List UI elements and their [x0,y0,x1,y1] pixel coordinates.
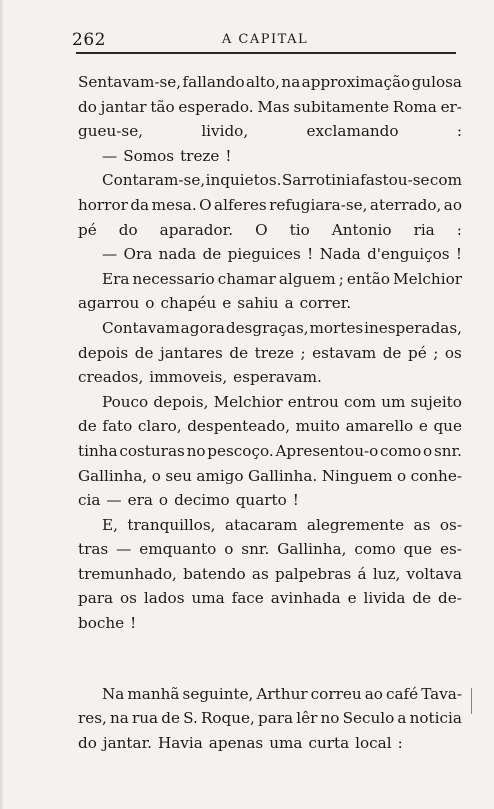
paragraph [78,682,462,756]
paragraph [78,168,462,242]
text-line: Contavam agora desgraças, mortes inesperadas, [102,318,462,337]
paragraph [78,144,462,169]
section-break [78,636,462,682]
text-line: tinha costuras no pescoço. Apresentou-o como o snr. [78,441,462,460]
text-line: Gallinha, o seu amigo Gallinha. Ninguem o conhe- [78,466,462,485]
paragraph [78,267,462,316]
text-line: creados, immoveis, esperavam. [78,368,322,387]
text-line: pé do aparador. O tio Antonio ria : [78,220,462,239]
text-line: agarrou o chapéu e sahiu a correr. [78,294,352,313]
paragraph [78,513,462,636]
text-line: Pouco depois, Melchior entrou com um sujeito [102,392,462,411]
text-line: tremunhado, batendo as palpebras á luz, voltava [78,564,462,583]
text-line: res, na rua de S. Roque, para lêr no Seculo a noticia [78,709,462,728]
text-line: boche ! [78,614,137,633]
text-line: de fato claro, despenteado, muito amarello e que [78,417,462,436]
header-rule [76,52,456,54]
text-line: E, tranquillos, atacaram alegremente as os- [102,515,462,534]
running-title: A CAPITAL [221,32,309,47]
text-line: horror da mesa. O alferes refugiara-se, aterrado, ao [78,195,462,214]
text-line: Contaram-se, inquietos. Sarrotini afastou-se com [102,171,462,190]
paragraph [78,390,462,513]
paragraph [78,316,462,390]
text-line: gueu-se, livido, exclamando : [78,122,462,141]
text-line: depois de jantares de treze ; estavam de pé ; os [78,343,462,362]
page-header [72,30,458,54]
text-line: — Ora nada de pieguices ! Nada d'enguiços ! [102,245,462,264]
paragraph [78,242,462,267]
text-line: do jantar tão esperado. Mas subitamente Roma er- [78,97,462,116]
text-line: — Somos treze ! [102,146,232,165]
text-line: Sentavam-se, fallando alto, na approximação gulosa [78,73,462,91]
paragraph [78,70,462,144]
text-line: tras — emquanto o snr. Gallinha, como que es- [78,540,462,559]
text-line: do jantar. Havia apenas uma curta local : [78,733,403,752]
body-text [78,70,462,755]
text-line: Na manhã seguinte, Arthur correu ao café Tava- [102,684,462,703]
page-number: 262 [72,30,106,50]
text-line: para os lados uma face avinhada e livida de de- [78,589,462,608]
text-line: Era necessario chamar alguem ; então Melchior [102,269,462,288]
text-line: cia — era o decimo quarto ! [78,491,299,510]
page-edge-shadow [0,0,4,809]
margin-mark [471,688,472,714]
